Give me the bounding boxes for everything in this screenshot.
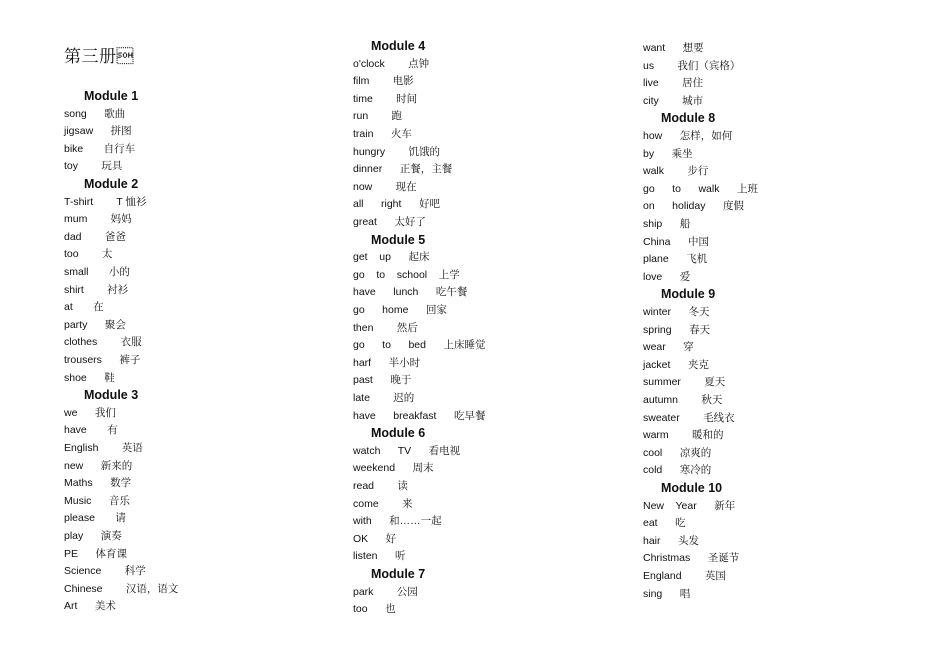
vocab-entry: want 想要 (643, 42, 704, 54)
vocab-entry: PE 体育课 (64, 547, 128, 560)
vocab-entry: get up 起床 (353, 251, 430, 264)
vocab-entry: too 也 (353, 603, 396, 616)
vocab-entry: park 公园 (353, 585, 418, 598)
module-heading: Module 6 (371, 426, 426, 441)
vocab-entry: wear 穿 (643, 341, 694, 354)
vocab-entry: on holiday 度假 (643, 200, 744, 213)
vocab-entry: all right 好吧 (353, 198, 440, 211)
vocab-entry: spring 春天 (643, 323, 711, 336)
vocab-entry: T-shirt T 恤衫 (64, 195, 147, 208)
vocab-entry: mum 妈妈 (64, 213, 132, 226)
vocab-entry: small 小的 (64, 266, 130, 278)
vocab-entry: run 跑 (353, 110, 403, 123)
vocab-entry: then 然后 (353, 321, 418, 334)
vocab-entry: song 歌曲 (64, 107, 126, 120)
vocab-entry: England 英国 (643, 570, 726, 582)
vocab-entry: watch TV 看电视 (353, 444, 461, 457)
vocab-entry: come 来 (353, 497, 413, 510)
vocab-entry: walk 步行 (643, 165, 709, 178)
vocab-entry: past 晚于 (353, 374, 412, 387)
module-heading: Module 2 (84, 177, 139, 191)
vocab-entry: cool 凉爽的 (643, 446, 712, 459)
vocab-entry: have 有 (64, 424, 118, 437)
vocab-entry: clothes 衣服 (64, 336, 142, 349)
vocab-entry: we 我们 (64, 406, 116, 419)
vocab-entry: harf 半小时 (353, 356, 421, 369)
vocab-entry: warm 暖和的 (643, 429, 724, 442)
vocab-entry: sweater 毛线衣 (643, 411, 735, 424)
vocab-entry: love 爱 (643, 270, 691, 283)
vocab-entry: us 我们（宾格） (643, 59, 741, 72)
module-heading: Module 7 (371, 567, 426, 581)
vocab-entry: trousers 裤子 (64, 354, 141, 366)
vocab-entry: OK 好 (353, 532, 397, 545)
vocab-entry: late 迟的 (353, 392, 415, 404)
vocab-entry: read 读 (353, 480, 408, 492)
vocab-entry: Maths 数学 (64, 477, 132, 490)
vocab-entry: by 乘坐 (643, 147, 693, 160)
vocab-entry: at 在 (64, 301, 104, 314)
vocab-entry: cold 寒冷的 (643, 464, 712, 477)
vocab-entry: Christmas 圣诞节 (643, 552, 740, 565)
module-heading: Module 10 (661, 481, 723, 495)
vocab-entry: toy 玩具 (64, 160, 123, 173)
vocab-entry: hair 头发 (643, 534, 700, 547)
vocab-entry: train 火车 (353, 128, 412, 140)
vocab-entry: please 请 (64, 512, 126, 525)
vocab-entry: with 和……一起 (353, 515, 442, 528)
vocab-entry: listen 听 (353, 550, 406, 563)
vocab-entry: too 太 (64, 248, 113, 261)
module-heading: Module 1 (84, 89, 139, 103)
vocab-entry: now 现在 (353, 180, 417, 193)
page-title: 第三册 (64, 47, 134, 67)
vocab-entry: Art 美术 (64, 600, 116, 613)
vocab-entry: great 太好了 (353, 216, 426, 228)
module-heading: Module 3 (84, 388, 139, 403)
vocab-entry: Music 音乐 (64, 494, 130, 507)
vocab-entry: play 演奏 (64, 530, 122, 542)
vocab-entry: have lunch 吃午餐 (353, 286, 468, 299)
vocab-entry: go to school 上学 (353, 268, 460, 281)
vocab-entry: China 中国 (643, 235, 709, 248)
vocab-entry: party 聚会 (64, 318, 126, 331)
vocab-entry: go to bed 上床睡觉 (353, 339, 486, 352)
vocab-entry: dad 爸爸 (64, 230, 126, 243)
vocab-entry: city 城市 (643, 94, 704, 107)
vocab-entry: shoe 鞋 (64, 371, 115, 384)
module-heading: Module 5 (371, 232, 426, 247)
vocab-entry: jacket 夹克 (643, 358, 709, 371)
vocab-entry: Chinese 汉语，语文 (64, 582, 179, 595)
vocab-entry: eat 吃 (643, 517, 686, 530)
vocab-entry: new 新来的 (64, 459, 133, 472)
vocab-entry: sing 唱 (643, 587, 691, 600)
vocab-entry: how 怎样，如何 (643, 130, 733, 142)
vocab-entry: go home 回家 (353, 304, 447, 316)
vocab-entry: autumn 秋天 (643, 394, 723, 406)
vocab-entry: Science 科学 (64, 565, 146, 578)
vocab-entry: hungry 饥饿的 (353, 145, 440, 158)
vocab-entry: go to walk 上班 (643, 182, 758, 195)
module-heading: Module 9 (661, 287, 716, 302)
vocab-entry: shirt 衬衫 (64, 283, 129, 296)
vocab-entry: plane 飞机 (643, 253, 708, 266)
vocab-entry: English 英语 (64, 442, 143, 454)
vocab-entry: bike 自行车 (64, 142, 136, 155)
module-heading: Module 8 (661, 111, 716, 126)
vocab-entry: o'clock 点钟 (353, 57, 430, 70)
vocab-entry: weekend 周末 (353, 462, 434, 475)
vocab-entry: New Year 新年 (643, 499, 736, 512)
vocab-entry: live 居住 (643, 77, 704, 90)
vocab-entry: film 电影 (353, 75, 414, 88)
vocab-entry: summer 夏天 (643, 376, 726, 389)
vocab-entry: dinner 正餐，主餐 (353, 163, 453, 176)
vocab-entry: time 时间 (353, 92, 418, 105)
vocab-entry: jigsaw 拼图 (64, 125, 132, 138)
vocab-entry: have breakfast 吃早餐 (353, 409, 486, 422)
module-heading: Module 4 (371, 39, 426, 53)
vocab-entry: winter 冬天 (643, 306, 710, 318)
vocab-entry: ship 船 (643, 218, 691, 230)
